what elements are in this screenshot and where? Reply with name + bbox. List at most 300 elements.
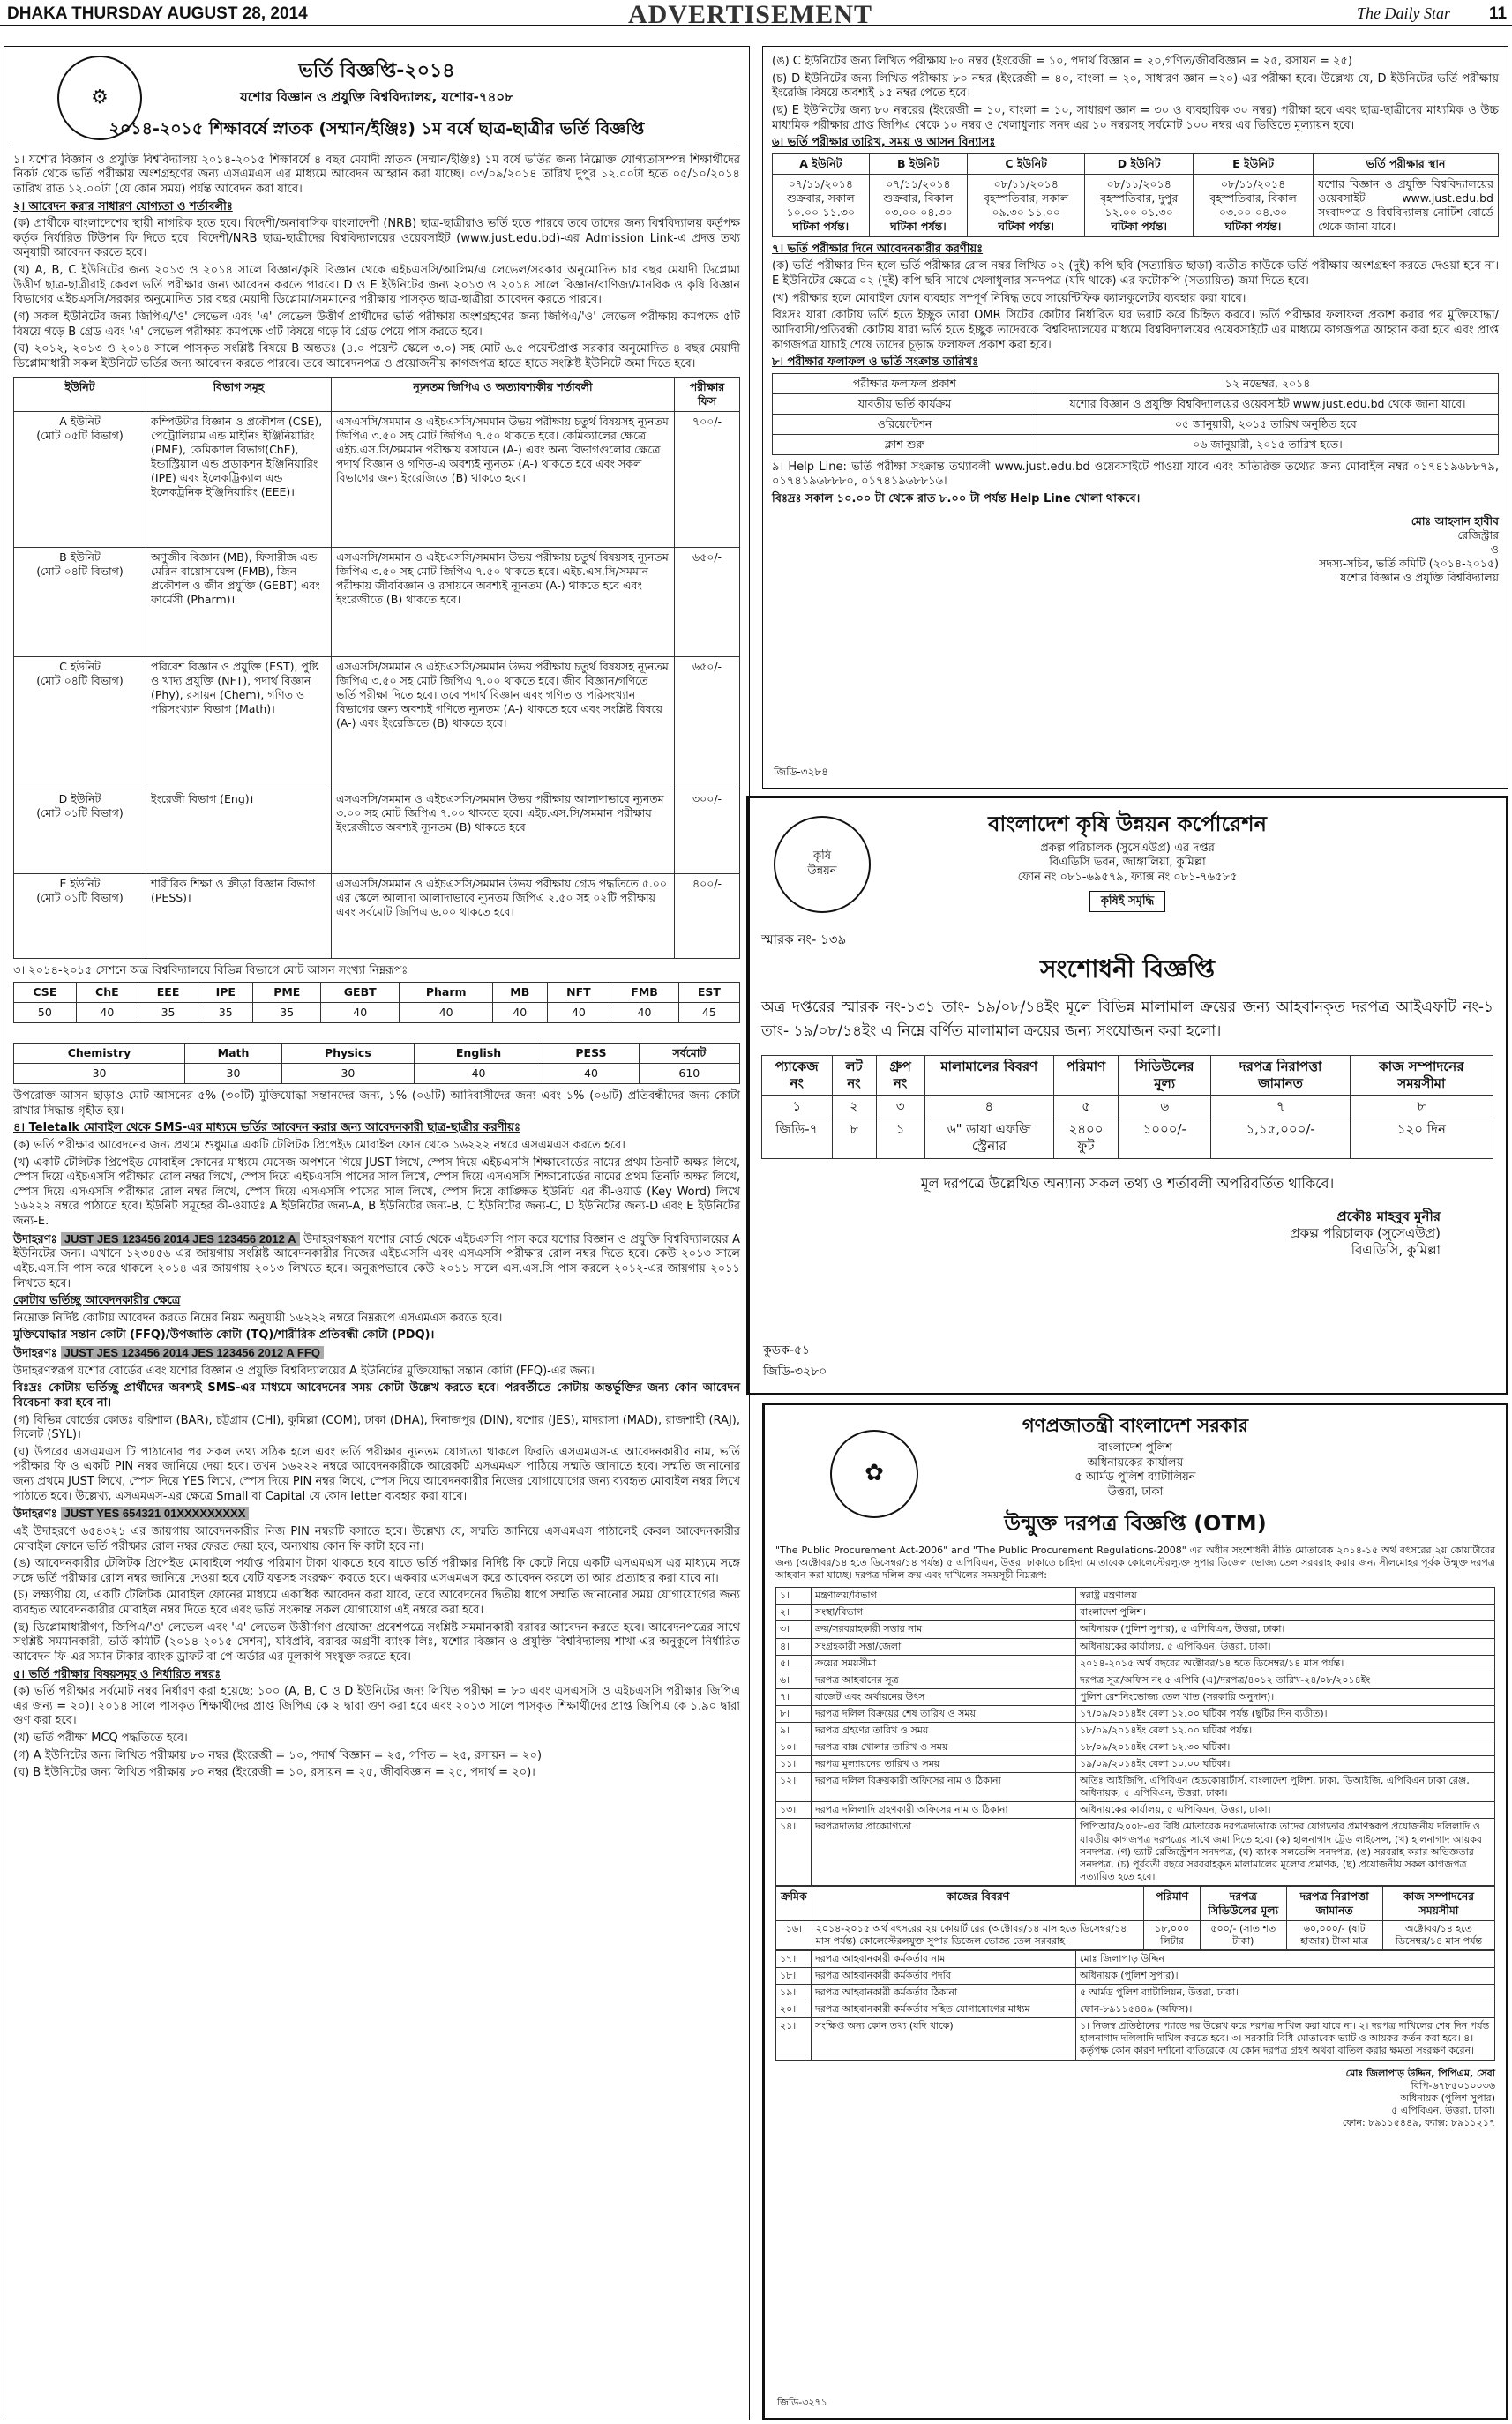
dept-col-header: বিভাগ সমূহ	[146, 378, 332, 412]
unit-depts: পরিবেশ বিজ্ঞান ও প্রযুক্তি (EST), পুষ্টি ও খাদ্য প্রযুক্তি (NFT), পদার্থ বিজ্ঞান (Phy), রসায়ন (Chem), গণিত ও পরিসংখ্যান বিভাগ (Math)।	[146, 657, 332, 789]
result-value: ০৬ জানুয়ারী, ২০১৫ তারিখ হতে।	[1037, 434, 1499, 454]
unit-row	[14, 412, 740, 548]
seat-count: 40	[321, 1003, 400, 1023]
signatory-org: বিএডিসি, কুমিল্লা	[1351, 1242, 1441, 1259]
quota-codes: মুক্তিযোদ্ধার সন্তান কোটা (FFQ)/উপজাতি কোটা (TQ)/শারীরিক প্রতিবন্ধী কোটা (PDQ)।	[13, 1328, 435, 1343]
lot-row	[776, 1920, 1495, 1949]
exam-date: ০৮/১১/২০১৪	[1106, 176, 1171, 191]
unit-dept-count: (মোট ০৫টি বিভাগ)	[36, 429, 124, 443]
para-5e: (ঙ) C ইউনিটের জন্য লিখিত পরীক্ষায় ৮০ নম্বর (ইংরেজী = ১০, পদার্থ বিজ্ঞান = ২০,গণিত/জীববিজ্ঞান = ২৫, রসায়ন = ২৫)	[772, 55, 1352, 68]
result-label: ওরিয়েন্টেশন	[773, 414, 1037, 434]
seat-dept: GEBT	[321, 983, 400, 1003]
corrigendum-body: অত্র দপ্তরের স্মারক নং-১৩১ তাং- ১৯/০৮/১৪ইং মূলে বিভিন্ন মালামাল ক্রয়ের জন্য আহবানকৃত দরপত্র আইএফটি নং-১ তাং- ১৯/০৮/১৪ইং এ নিম্নে বর্ণিত মালামাল ক্রয়ের জন্য সংযোজন করা হলো।	[761, 999, 1493, 1041]
seat-count: 40	[610, 1003, 678, 1023]
row-value: অধিনায়ক (পুলিশ সুপার)।	[1076, 1968, 1495, 1985]
unit-criteria: এসএসসি/সমমান ও এইচএসসি/সমমান উভয় পরীক্ষায় চতুর্থ বিষয়সহ ন্যূনতম জিপিএ ৩.৫০ সহ মোট জিপিএ ৭.৫০ থাকতে হবে। কেমিক্যালের ক্ষেত্রে এইচ.এস.সি/সমমান পরীক্ষায় রসায়নে (A-) এবং অন্য বিভাগগুলোর ক্ষেত্রে পদার্থ বিজ্ঞান ও গণিত-এ অবশ্যই ন্যূনতম (A-) থাকতে হবে এবং সকল বিভাগের জন্য ইংরেজিতে (B) থাকতে হবে।	[332, 412, 675, 548]
badc-phone: ফোন নং ০৮১-৬৯৫৭৯, ফ্যাক্স নং ০৮১-৭৬৫৮৫	[1017, 870, 1238, 884]
row-value: পুলিশ রেশনিংভোজ্য তেল খাত (সরকারি অনুদান)।	[1076, 1688, 1495, 1705]
signatory-contact: ফোন: ৮৯১১৫৪৪৯, ফ্যাক্স: ৮৯১১২১৭	[1342, 2116, 1495, 2128]
police-l1: বাংলাদেশ পুলিশ	[1098, 1440, 1172, 1455]
seat-count: 30	[14, 1064, 185, 1084]
quota-text: নিম্নোক্ত নির্দিষ্ট কোটায় আবেদন করতে নিম্নের নিয়ম অনুযায়ী ১৬২২২ নম্বরে নিম্নরূপে এসএমএস করতে হবে।	[13, 1311, 503, 1325]
para-4b: (খ) একটি টেলিটক প্রিপেইড মোবাইল ফোনের মাধ্যমে মেসেজ অপশনে গিয়ে JUST লিখে, স্পেস দিয়ে এইচএসসি শিক্ষাবোর্ডের নামের প্রথম তিনটি অক্ষর লিখে, স্পেস দিয়ে এইচএসসি পরীক্ষার রোল নম্বর লিখে, স্পেস দিয়ে এইচএসসি পাসের সাল লিখে, স্পেস দিয়ে এসএসসি শিক্ষাবোর্ডের নামের প্রথম তিনটি অক্ষর লিখে, স্পেস দিয়ে এসএসসি পরীক্ষার রোল নম্বর লিখে, স্পেস দিয়ে এসএসসি পাসের সাল লিখে, স্পেস দিয়ে কাঙ্ক্ষিত ইউনিট এর কী-ওয়ার্ড (Key Word) লিখে ১৬২২২ নম্বরে পাঠাতে হবে। ইউনিট সমূহের কী-ওয়ার্ডঃ A ইউনিটের জন্য-A, B ইউনিটের জন্য-B, C ইউনিটের জন্য-C, D ইউনিটের জন্য-D এবং E ইউনিটের জন্য-E.	[13, 1156, 740, 1229]
example-label: উদাহরণঃ	[13, 1232, 57, 1246]
row-label: দরপত্র আহবানকারী কর্মকর্তার পদবি	[812, 1968, 1076, 1985]
row-label: সংক্ষিপ্ত অন্য কোন তথ্য (যদি থাকে)	[812, 2018, 1076, 2060]
para-7-heading: ৭। ভর্তি পরীক্ষার দিনে আবেদনকারীর করণীয়ঃ	[772, 242, 984, 256]
seat-count: 40	[547, 1003, 610, 1023]
otm-info-row	[776, 1773, 1495, 1802]
unit-depts: অণুজীব বিজ্ঞান (MB), ফিসারীজ এন্ড মেরিন বায়োসায়েন্স (FMB), জিন প্রকৌশল ও জীব প্রযুক্তি (GEBT) এবং ফার্মেসী (Pharm)।	[146, 548, 332, 657]
result-row	[773, 373, 1499, 393]
row-value: ১৭/০৯/২০১৪ইং বেলা ১২.০০ ঘটিকা পর্যন্ত (ছুটির দিন ব্যতীত)।	[1076, 1705, 1495, 1722]
sms-example-2-note: উদাহরণস্বরূপ যশোর বোর্ডের এবং যশোর বিজ্ঞান ও প্রযুক্তি বিশ্ববিদ্যালয়ের A ইউনিটের মুক্তিযোদ্ধা সন্তান কোটা (FFQ)-এর জন্য।	[13, 1364, 595, 1378]
para-4g: (গ) বিভিন্ন বোর্ডের কোডঃ বরিশাল (BAR), চট্টগ্রাম (CHI), কুমিল্লা (COM), ঢাকা (DHA), দিনাজপুর (DIN), যশোর (JES), মাদরাসা (MAD), রাজশাহী (RAJ), সিলেট (SYL)।	[13, 1413, 740, 1442]
exam-until: ঘটিকা পর্যন্ত।	[1111, 219, 1167, 233]
badc-col-number: ৬	[1119, 1095, 1211, 1118]
row-number: ২১।	[776, 2018, 812, 2060]
otm-info-row	[776, 1802, 1495, 1819]
badc-signature	[761, 1208, 1493, 1260]
otm-info-row	[776, 1950, 1495, 1967]
row-label: দরপত্র বাক্স খোলার তারিখ ও সময়	[812, 1739, 1076, 1756]
badc-col-number: ৫	[1053, 1095, 1118, 1118]
para-5c: (গ) A ইউনিটের জন্য লিখিত পরীক্ষায় ৮০ নম্বর (ইংরেজী = ১০, পদার্থ বিজ্ঞান = ২৫, গণিত = ২৫, রসায়ন = ২০)	[13, 1748, 543, 1762]
signatory-title: প্রকল্প পরিচালক (সুসেএউপ্র)	[1290, 1225, 1441, 1242]
unit-row	[14, 874, 740, 959]
otm-info-row	[776, 1819, 1495, 1885]
help-line-note: বিঃদ্রঃ সকাল ১০.০০ টা থেকে রাত ৮.০০ টা পর্যন্ত Help Line খোলা থাকবে।	[772, 492, 1141, 505]
unit-dept-count: (মোট ০১টি বিভাগ)	[36, 806, 124, 820]
row-label: দরপত্র গ্রহণের তারিখ ও সময়	[812, 1722, 1076, 1739]
unit-name: D ইউনিট	[58, 792, 101, 806]
para-4a: (ক) ভর্তি পরীক্ষার আবেদনের জন্য প্রথমে শুধুমাত্র একটি টেলিটক প্রিপেইড মোবাইল ফোন থেকে ১৬২২২ নম্বরে এসএমএস করতে হবে।	[13, 1138, 625, 1152]
unit-name: C ইউনিট	[59, 660, 101, 674]
result-label: ক্লাশ শুরু	[773, 434, 1037, 454]
para-5-heading: ৫। ভর্তি পরীক্ষার বিষয়সমূহ ও নির্ধারিত নম্বরঃ	[13, 1667, 221, 1681]
lot-col-desc: কাজের বিবরণ	[812, 1886, 1144, 1920]
para-2-heading: ২। আবেদন করার সাধারণ যোগ্যতা ও শর্তাবলীঃ	[13, 199, 233, 213]
badc-col-schedule: সিডিউলের মূল্য	[1119, 1055, 1211, 1095]
lot-security: ৬০,০০০/- (ষাট হাজার) টাকা মাত্র	[1286, 1920, 1382, 1949]
otm-info-row	[776, 1605, 1495, 1621]
unit-row	[14, 548, 740, 657]
row-number: ৬।	[776, 1672, 812, 1688]
badc-logo: কৃষি উন্নয়ন	[774, 816, 871, 913]
row-label: বাজেট এবং অর্থায়নের উৎস	[812, 1688, 1076, 1705]
exam-time: ১০.০০-১১.৩০	[786, 205, 856, 219]
para-4k: (ছ) ডিপ্লোমাধারীগণ, জিপিএ/'ও' লেভেল এবং 'এ' লেভেল উত্তীর্ণগণ প্রযোজ্য প্রবেশপত্রে সংশ্লিষ্ট সমমানকারী বরাবর আবেদন করতে হবে। আবেদনপত্রের সাথে সংশ্লিষ্ট সমমানকারী, ভর্তি কমিটি (২০১৪-২০১৫ সেশন), যবিপ্রবি, বরাবর অগ্রণী ব্যাংক লিঃ, যশোর বিজ্ঞান ও প্রযুক্তি বিশ্ববিদ্যালয় শাখা-এর অনুকূলে নির্ধারিত আবেদন ফি-এর সমান টাকার ব্যাংক ড্রাফট বা পে-অর্ডার এর মূলকপি সংযুক্ত করতে হবে।	[13, 1620, 740, 1664]
seat-count: 40	[414, 1064, 543, 1084]
para-2b: (খ) A, B, C ইউনিটের জন্য ২০১৩ ও ২০১৪ সালে বিজ্ঞান/কৃষি বিজ্ঞান থেকে এইচএসসি/আলিম/এ লেভেল/সরকার অনুমোদিত চার বছর মেয়াদী ডিপ্লোমা উত্তীর্ণ ছাত্র-ছাত্রীরাই কেবল ভর্তি পরীক্ষার জন্য আবেদন করতে পারবে। D ও E ইউনিটের জন্য ২০১৩ ও ২০১৪ সালে বিজ্ঞান/বাণিজ্য/মানবিক ও কৃষি বিজ্ঞান বিভাগের এইচএসসি/সরকার অনুমোদিত চার বছর মেয়াদী ডিপ্লোমা/সমমানের পরীক্ষায় পাসকৃত ছাত্র-ছাত্রীরা আবেদন করতে পারবে।	[13, 264, 740, 307]
exam-time: ১২.০০-০১.৩০	[1104, 205, 1173, 219]
signatory-title: অধিনায়ক (পুলিশ সুপার)	[1400, 2091, 1495, 2104]
registrar-signature	[772, 514, 1499, 585]
govt-emblem: ✿	[830, 1430, 918, 1518]
badc-col-number: ৮	[1350, 1095, 1493, 1118]
row-value: পিপিআর/২০০৮-এর বিধি মোতাবেক দরপত্রদাতাকে তাদের যোগ্যতার প্রমাণস্বরূপ প্রয়োজনীয় দলিলাদি ও যাবতীয় কাগজপত্র দরপত্রের সাথে জমা দিতে হবে। (ক) হালনাগাদ ট্রেড লাইসেন্স, (খ) হালনাগাদ আয়কর সনদপত্র, (গ) ভ্যাট রেজিস্ট্রেশন সনদপত্র, (ঘ) ব্যাংক সলভেন্সি সনদপত্র, (ঙ) সরবরাহ করার অভিজ্ঞতার সনদপত্র, (চ) পূর্ববর্তী বছরে সরবরাহকৃত মালামালের মূল্যের প্রমাণক, (ছ) প্রয়োজনীয় সকল কাগজপত্র সত্যায়িত হতে হবে।	[1076, 1819, 1495, 1885]
lot-schedule: ৫০০/- (সাত শত টাকা)	[1201, 1920, 1286, 1949]
seat-dept: সর্বমোট	[639, 1044, 739, 1064]
seat-dept: EST	[678, 983, 739, 1003]
exam-date: ০৮/১১/২০১৪	[993, 176, 1059, 191]
row-number: ১১।	[776, 1756, 812, 1773]
badc-cell: ২৪০০ ফুট	[1053, 1118, 1118, 1158]
seat-count: 40	[493, 1003, 547, 1023]
para-6-heading: ৬। ভর্তি পরীক্ষার তারিখ, সময় ও আসন বিন্যাসঃ	[772, 136, 996, 150]
result-label: পরীক্ষার ফলাফল প্রকাশ	[773, 373, 1037, 393]
seat-dept: EEE	[138, 983, 198, 1003]
exam-day: বৃহস্পতিবার, সকাল	[984, 191, 1069, 205]
unit-criteria: এসএসসি/সমমান ও এইচএসসি/সমমান উভয় পরীক্ষায় চতুর্থ বিষয়সহ ন্যূনতম জিপিএ ৩.৫০ সহ মোট জিপিএ ৭.০০ থাকতে হবে। জীব বিজ্ঞান/গণিতে ভর্তি পরীক্ষা দিতে হবে। তবে পদার্থ বিজ্ঞান এবং গণিত ও পরিসংখ্যান বিভাগের জন্য অবশ্যই গণিতে ন্যূনতম (A-) থাকতে হবে এবং সংশ্লিষ্ট বিষয়ে (A-) এবং ইংরেজিতে (B) থাকতে হবে।	[332, 657, 675, 789]
exam-col-place: ভর্তি পরীক্ষার স্থান	[1314, 153, 1499, 174]
exam-schedule-row	[773, 174, 1499, 236]
signatory-conj: ও	[1490, 542, 1499, 556]
seat-dept: English	[414, 1044, 543, 1064]
seat-dept: Math	[185, 1044, 282, 1064]
signatory-org: যশোর বিজ্ঞান ও প্রযুক্তি বিশ্ববিদ্যালয়	[1340, 570, 1499, 584]
para-4j: (চ) লক্ষ্যণীয় যে, একটি টেলিটক মোবাইল ফোনের মাধ্যমে একাধিক আবেদন করা যাবে, তবে আবেদনের দ্বিতীয় ধাপে সম্মতি জানানোর সময় যোগাযোগের জন্য ব্যবহৃত আবেদনকারীর মোবাইল নম্বর দিতে হবে এবং ভর্তি সংক্রান্ত সকল যোগাযোগ এই নম্বরে করা হবে।	[13, 1589, 740, 1618]
row-label: দরপত্র দলিলাদি গ্রহণকারী অফিসের নাম ও ঠিকানা	[812, 1802, 1076, 1819]
seat-dept: Chemistry	[14, 1044, 185, 1064]
seat-count: 40	[543, 1064, 639, 1084]
exam-col-b: B ইউনিট	[869, 153, 967, 174]
unit-fee: ৬৫০/-	[675, 548, 740, 657]
signatory-name: মোঃ আহসান হাবীব	[1411, 513, 1499, 527]
para-5d: (ঘ) B ইউনিটের জন্য লিখিত পরীক্ষায় ৮০ নম্বর (ইংরেজী = ১০, রসায়ন = ২৫, জীববিজ্ঞান = ২৫, পদার্থ = ২০)।	[13, 1766, 535, 1780]
badc-corrigendum-ad	[746, 796, 1508, 1395]
signatory-name: মোঃ জিলাপাড় উদ্দিন, পিপিএম, সেবা	[1345, 2067, 1495, 2079]
para-5g: (ছ) E ইউনিটের জন্য ৮০ নম্বরের (ইংরেজী = ১০, বাংলা = ১০, সাধারণ জ্ঞান = ৩০ ও ব্যবহারিক ৩০ নম্বর) পরীক্ষা হবে এবং ছাত্র-ছাত্রীদের মাধ্যমিক ও উচ্চ মাধ্যমিক পরীক্ষার প্রাপ্ত জিপিএ থেকে ১০ নম্বর ও খেলাধুলার সনদ এর ১০ নম্বরসহ সর্বমোট ১০০ নম্বর এর ভিত্তিতে মূল্যায়ন হবে।	[772, 103, 1499, 132]
row-value: ১৯/০৯/২০১৪ইং বেলা ১০.০০ ঘটিকা।	[1076, 1756, 1495, 1773]
signatory-org: ৫ এপিবিএন, উত্তরা, ঢাকা।	[1391, 2104, 1495, 2116]
row-label: ক্রয়/সরবরাহকারী সত্তার নাম	[812, 1621, 1076, 1638]
row-value: ১। নিজস্ব প্রতিষ্ঠানের প্যাডে দর উল্লেখ করে দরপত্র দাখিল করা যাবে না। ২। দরপত্র দাখিলের শেষ দিন পর্যন্ত হালনাগাদ দলিলাদি দাখিল করতে হবে। ৩। সরকারি বিধি মোতাবেক ভ্যাট ও আয়কর কর্তন করা হবে। ৪। কর্তৃপক্ষ কোন কারণ দর্শানো ব্যতিরেকে যে কোন দরপত্র গ্রহণ অথবা বাতিল করার ক্ষমতা সংরক্ষণ করেন।	[1076, 2018, 1495, 2060]
seat-count: 40	[400, 1003, 493, 1023]
row-value: ১৮/০৯/২০১৪ইং বেলা ১২.৩০ ঘটিকা।	[1076, 1739, 1495, 1756]
unit-fee: ৩০০/-	[675, 789, 740, 874]
exam-day: বৃহস্পতিবার, বিকাল	[1209, 191, 1297, 205]
signatory-role: সদস্য-সচিব, ভর্তি কমিটি (২০১৪-২০১৫)	[1319, 556, 1499, 570]
otm-intro: "The Public Procurement Act-2006" and "The Public Procurement Regulations-2008" এর অধীন সংশোধনী নীতি মোতাবেক ২০১৪-১৫ অর্থ বৎসরের ২য় কোয়ার্টারের জন্য (অক্টোবর/১৪ হতে ডিসেম্বর/১৪ পর্যন্ত) ৫ এপিবিএন, উত্তরা ঢাকাতে চাহিদা মোতাবেক কোলেস্টেরল্যুক্ত সুপার ডিজেল ভোজ্য তেল সরবরাহ করার জন্য সীলমোহর পূর্বক উন্মুক্ত দরপত্র আহবান করা যাচ্ছে। দরপত্র দলিল ক্রয় এবং দাখিলের সময়সূচী নিম্নরূপ:	[775, 1545, 1495, 1582]
badc-col-package: প্যাকেজ নং	[762, 1055, 833, 1095]
unit-name: E ইউনিট	[59, 877, 101, 891]
exam-col-d: D ইউনিট	[1085, 153, 1194, 174]
lot-desc: ২০১৪-২০১৫ অর্থ বৎসরের ২য় কোয়ার্টারের (অক্টোবর/১৪ মাস হতে ডিসেম্বর/১৪ মাস পর্যন্ত) কোলেস্টেরলযুক্ত সুপার ডিজেল ভোজ্য তেল সরবরাহ।	[812, 1920, 1144, 1949]
seat-table-1	[13, 982, 740, 1023]
sms-example-3-note: এই উদাহরণে ৬৫৪৩২১ এর জায়গায় আবেদনকারীর নিজ PIN নম্বরটি বসাতে হবে। উল্লেখ্য যে, সম্মতি জানিয়ে এসএমএস পাঠালেই কেবল আবেদনকারীর মোবাইল ফোনে ভর্তি পরীক্ষার রোল নম্বর ফেরত দেয়া হবে, অন্যথায় কোন ফি কাটা হবে না।	[13, 1524, 740, 1553]
row-number: ৫।	[776, 1655, 812, 1672]
sms-example-1: JUST JES 123456 2014 JES 123456 2012 A	[61, 1232, 300, 1246]
unit-depts: ইংরেজী বিভাগ (Eng)।	[146, 789, 332, 874]
seat-count: 35	[198, 1003, 253, 1023]
police-l4: উত্তরা, ঢাকা	[1107, 1485, 1164, 1499]
otm-lot-table	[775, 1886, 1495, 1950]
badc-col-number: ৭	[1211, 1095, 1350, 1118]
unit-name: B ইউনিট	[59, 550, 101, 565]
notice-headline: ২০১৪-২০১৫ শিক্ষাবর্ষে স্নাতক (সম্মান/ইঞ্জিঃ) ১ম বর্ষে ছাত্র-ছাত্রীর ভর্তি বিজ্ঞপ্তি	[13, 118, 740, 146]
sms-example-3: JUST YES 654321 01XXXXXXXXX	[61, 1507, 250, 1520]
row-value: ২০১৪-২০১৫ অর্থ বছরের অক্টোবর/১৪ হতে ডিসেম্বর/১৪ মাস পর্যন্ত।	[1076, 1655, 1495, 1672]
seat-count: 50	[14, 1003, 77, 1023]
unit-row	[14, 789, 740, 874]
row-value: অতিঃ আইজিপি, এপিবিএন হেডকোয়ার্টার্স, বাংলাদেশ পুলিশ, ঢাকা, ডিআইজি, এপিবিএন ঢাকা রেঞ্জ, অধিনায়ক, ৫ এপিবিএন, উত্তরা, ঢাকা।	[1076, 1773, 1495, 1802]
badc-cell: ১০০০/-	[1119, 1118, 1211, 1158]
seat-dept: ChE	[76, 983, 138, 1003]
otm-info-row	[776, 1722, 1495, 1739]
otm-info-row	[776, 2018, 1495, 2060]
unit-dept-count: (মোট ০৪টি বিভাগ)	[36, 674, 124, 688]
notice-title: ভর্তি বিজ্ঞপ্তি-২০১৪	[298, 60, 455, 82]
exam-until: ঘটিকা পর্যন্ত।	[1224, 219, 1282, 233]
para-1: ১। যশোর বিজ্ঞান ও প্রযুক্তি বিশ্ববিদ্যালয় ২০১৪-২০১৫ শিক্ষাবর্ষে ৪ বছর মেয়াদী স্নাতক (সম্মান/ইঞ্জিঃ) ১ম বর্ষে ভর্তির জন্য নিম্নোক্ত যোগ্যতাসম্পন্ন শিক্ষার্থীদের নিকট থেকে ভর্তি পরীক্ষায় অংশগ্রহণের জন্য এসএমএস এর মাধ্যমে আবেদন আহ্বান করা যাচ্ছে। ০৩/০৯/২০১৪ তারিখ দুপুর ১২.০০টা হতে ০৫/১০/২০১৪ তারিখ রাত ১২.০০টা (যে কোন সময়) পর্যন্ত আবেদন করা যাবে।	[13, 153, 740, 196]
otm-info-row	[776, 1655, 1495, 1672]
seat-count: 610	[639, 1064, 739, 1084]
row-number: ১৭।	[776, 1950, 812, 1967]
criteria-col-header: ন্যূনতম জিপিএ ও অত্যাবশ্যকীয় শর্তাবলী	[332, 378, 675, 412]
badc-table	[761, 1055, 1493, 1159]
row-value: মোঃ জিলাপাড় উদ্দিন	[1076, 1950, 1495, 1967]
badc-motto: কৃষিই সমৃদ্ধি	[1089, 891, 1165, 913]
otm-info-row	[776, 1756, 1495, 1773]
page-number: 11	[1489, 4, 1508, 23]
otm-info-row	[776, 1968, 1495, 1985]
signatory-name: প্রকৌঃ মাহবুব মুনীর	[1336, 1208, 1441, 1225]
exam-time: ০৩.০০-০৪.৩০	[1218, 205, 1288, 219]
row-value: বাংলাদেশ পুলিশ।	[1076, 1605, 1495, 1621]
exam-day: শুক্রবার, বিকাল	[883, 191, 954, 205]
lot-col-schedule: দরপত্র সিডিউলের মূল্য	[1201, 1886, 1286, 1920]
result-value: যশোর বিজ্ঞান ও প্রযুক্তি বিশ্ববিদ্যালয়ের ওয়েবসাইট www.just.edu.bd থেকে জানা যাবে।	[1037, 393, 1499, 414]
para-7a: (ক) ভর্তি পরীক্ষার দিন হলে ভর্তি পরীক্ষার রোল নম্বর লিখিত ০২ (দুই) কপি ছবি (সত্যায়িত ছাড়া) ব্যতীত কাউকে ভর্তি পরীক্ষায় অংশগ্রহণ করতে দেওয়া হবে না। E ইউনিটের ক্ষেত্রে ০২ (দুই) কপি ছবি সাথে খেলাধুলার সনদপত্র (যদি থাকে) এর ফটোকপি (সত্যায়িত) জমা দিতে হবে।	[772, 259, 1499, 288]
otm-info-row	[776, 1705, 1495, 1722]
unit-depts: কম্পিউটার বিজ্ঞান ও প্রকৌশল (CSE), পেট্রোলিয়াম এন্ড মাইনিং ইঞ্জিনিয়ারিং (PME), কেমিক্যাল বিভাগ(ChE), ইন্ডাস্ট্রিয়াল এন্ড প্রডাকশন ইঞ্জিনিয়ারিং (IPE) এবং ইলেকট্রিক্যাল এন্ড ইলেকট্রনিক ইঞ্জিনিয়ারিং (EEE)।	[146, 412, 332, 548]
seat-count: 30	[185, 1064, 282, 1084]
lot-col-serial: ক্রমিক	[776, 1886, 812, 1920]
row-number: ২।	[776, 1605, 812, 1621]
row-value: অধিনায়কের কার্যালয়, ৫ এপিবিএন, উত্তরা, ঢাকা।	[1076, 1802, 1495, 1819]
lot-qty: ১৮,০০০ লিটার	[1144, 1920, 1201, 1949]
row-number: ১৪।	[776, 1819, 812, 1885]
signatory-id: বিপি-৬৭৮৫০১০০৩৬	[1411, 2079, 1495, 2091]
row-label: সংস্থা/বিভাগ	[812, 1605, 1076, 1621]
exam-until: ঘটিকা পর্যন্ত।	[792, 219, 850, 233]
seat-dept: Pharm	[400, 983, 493, 1003]
row-value: স্বরাষ্ট্র মন্ত্রণালয়	[1076, 1588, 1495, 1605]
row-value: অধিনায়ক (পুলিশ সুপার), ৫ এপিবিএন, উত্তরা, ঢাকা।	[1076, 1621, 1495, 1638]
seat-table-2	[13, 1043, 740, 1084]
otm-info-row	[776, 1672, 1495, 1688]
exam-time: ০৩.০০-০৪.৩০	[884, 205, 953, 219]
row-number: ১৮।	[776, 1968, 812, 1985]
unit-col-header: ইউনিট	[14, 378, 146, 412]
help-line: ৯। Help Line: ভর্তি পরীক্ষা সংক্রান্ত তথ্যাবলী www.just.edu.bd ওয়েবসাইটে পাওয়া যাবে এবং অতিরিক্ত তথ্যের জন্য মোবাইল নম্বর ০১৭৪১৯৬৮৮৭৯, ০১৭৪১৯৬৮৮৮০, ০১৭৪১৯৬৮৮১৬।	[772, 460, 1499, 489]
badc-cell: ১	[876, 1118, 924, 1158]
badc-col-number: ১	[762, 1095, 833, 1118]
row-label: দরপত্র আহবানের সূত্র	[812, 1672, 1076, 1688]
badc-title: বাংলাদেশ কৃষি উন্নয়ন কর্পোরেশন	[988, 812, 1267, 836]
result-row	[773, 414, 1499, 434]
badc-col-number: ৩	[876, 1095, 924, 1118]
signatory-title: রেজিস্ট্রার	[1457, 527, 1499, 542]
row-label: দরপত্র আহবানকারী কর্মকর্তার নাম	[812, 1950, 1076, 1967]
exam-time: ০৯.৩০-১১.০০	[992, 205, 1060, 219]
row-label: মন্ত্রণালয়/বিভাগ	[812, 1588, 1076, 1605]
unit-criteria: এসএসসি/সমমান ও এইচএসসি/সমমান উভয় পরীক্ষায় চতুর্থ বিষয়সহ ন্যূনতম জিপিএ ৩.৫০ সহ মোট জিপিএ ৭.৫০ থাকতে হবে। এইচ.এস.সি/সমমান পরীক্ষায় জীববিজ্ঞান ও রসায়নে অবশ্যই ন্যূনতম (A-) থাকতে হবে এবং ইংরেজীতে (B) থাকতে হবে।	[332, 548, 675, 657]
otm-info-row	[776, 1985, 1495, 2001]
badc-cell: ১,১৫,০০০/-	[1211, 1118, 1350, 1158]
police-l2: অধিনায়কের কার্যালয়	[1087, 1455, 1184, 1470]
seat-count: 35	[253, 1003, 321, 1023]
row-label: দরপত্র আহবানকারী কর্মকর্তার ঠিকানা	[812, 1985, 1076, 2001]
exam-day: বৃহস্পতিবার, দুপুর	[1100, 191, 1179, 205]
university-name: যশোর বিজ্ঞান ও প্রযুক্তি বিশ্ববিদ্যালয়, যশোর-৭৪০৮	[240, 89, 513, 106]
row-label: দরপত্র দলিল বিক্রয়ের শেষ তারিখ ও সময়	[812, 1705, 1076, 1722]
para-5b: (খ) ভর্তি পরীক্ষা MCQ পদ্ধতিতে হবে।	[13, 1732, 188, 1746]
unit-criteria: এসএসসি/সমমান ও এইচএসসি/সমমান উভয় পরীক্ষায় আলাদাভাবে ন্যূনতম ৩.০০ সহ মোট জিপিএ ৭.০০ থাকতে হবে। এইচ.এস.সি/সমমান পরীক্ষায় ইংরেজীতে অবশ্যই ন্যূনতম (B) থাকতে হবে।	[332, 789, 675, 874]
exam-until: ঘটিকা পর্যন্ত।	[890, 219, 947, 233]
row-number: ১৩।	[776, 1802, 812, 1819]
badc-col-number: ২	[832, 1095, 876, 1118]
para-2a: (ক) প্রার্থীকে বাংলাদেশের স্থায়ী নাগরিক হতে হবে। বিদেশী/অনাবাসিক বাংলাদেশী (NRB) ছাত্র-ছাত্রীরাও ভর্তি হতে পারবে তবে তাদের জন্য বিশ্ববিদ্যালয় কর্তৃপক্ষ কর্তৃক নির্ধারিত টিউশন ফি দিতে হবে। বিদেশী/NRB ছাত্র-ছাত্রীদের বিশ্ববিদ্যালয়ের ওয়েবসাইট (www.just.edu.bd)-এর Admission Link-এ প্রদত্ত তথ্য অনুযায়ী আবেদন করতে হবে।	[13, 217, 740, 260]
police-ad-code: জিডি-৩২৭১	[777, 2396, 827, 2408]
exam-day: শুক্রবার, সকাল	[787, 191, 855, 205]
seat-dept: MB	[493, 983, 547, 1003]
row-label: দরপত্রদাতার প্রাক্যোগ্যতা	[812, 1819, 1076, 1885]
lot-serial: ১৬।	[776, 1920, 812, 1949]
unit-name: A ইউনিট	[59, 415, 101, 429]
seat-dept: CSE	[14, 983, 77, 1003]
quota-heading: কোটায় ভর্তিচ্ছু আবেদনকারীর ক্ষেত্রে	[13, 1294, 181, 1308]
otm-info-row	[776, 1621, 1495, 1638]
seat-count: 35	[138, 1003, 198, 1023]
police-l3: ৫ আর্মড পুলিশ ব্যাটালিয়ন	[1074, 1470, 1196, 1485]
row-label: সংগ্রহকারী সত্তা/জেলা	[812, 1638, 1076, 1655]
exam-schedule-table	[772, 153, 1499, 237]
para-7-note: বিঃদ্রঃ যারা কোটায় ভর্তি হতে ইচ্ছুক তারা OMR সিটের কোটার নির্ধারিত ঘর ভরাট করে চিহ্নিত করবে। ভর্তি পরীক্ষার ফলাফল প্রকাশ করার পর মুক্তিযোদ্ধা/আদিবাসী/প্রতিবন্ধী কোটায় যারা ভর্তি হতে ইচ্ছুক তাদেরকে বিশ্ববিদ্যালয়ের মাধ্যমে বিশ্ববিদ্যালয়ের ওয়েবসাইটে এর মাধ্যমে কাগজপত্র আহ্বান করা হবে এবং প্রাপ্ত কাগজপত্র যাচাই শেষে তাদের চূড়ান্ত ফলাফল প্রকাশ করা হবে।	[772, 309, 1499, 352]
ad-code: জিডি-৩২৮৪	[774, 765, 828, 778]
otm-title: উন্মুক্ত দরপত্র বিজ্ঞপ্তি (OTM)	[1004, 1511, 1267, 1537]
result-value: ০৫ জানুয়ারী, ২০১৫ তারিখ অনুষ্ঠিত হবে।	[1037, 414, 1499, 434]
dateline: DHAKA THURSDAY AUGUST 28, 2014	[7, 4, 308, 23]
result-row	[773, 434, 1499, 454]
lot-col-time: কাজ সম্পাদনের সময়সীমা	[1382, 1886, 1494, 1920]
row-value: দরপত্র সূত্র/অফিস নং ৫ এপিবি (এ)/দরপত্র/৪০১২ তারিখ-২৪/০৮/২০১৪ইং	[1076, 1672, 1495, 1688]
otm-info-row	[776, 1688, 1495, 1705]
badc-cell: ১২০ দিন	[1350, 1118, 1493, 1158]
exam-col-a: A ইউনিট	[773, 153, 870, 174]
otm-info-row	[776, 1739, 1495, 1756]
fee-col-header: পরীক্ষার ফিস	[675, 378, 740, 412]
exam-until: ঘটিকা পর্যন্ত।	[998, 219, 1054, 233]
unit-fee: ৬৫০/-	[675, 657, 740, 789]
sms-example-2: JUST JES 123456 2014 JES 123456 2012 A FFQ	[61, 1346, 324, 1359]
row-number: ১২।	[776, 1773, 812, 1802]
exam-col-e: E ইউনিট	[1194, 153, 1314, 174]
police-otm-ad	[762, 1403, 1508, 2420]
para-5f: (চ) D ইউনিটের জন্য লিখিত পরীক্ষায় ৮০ নম্বর (ইংরেজী = ৪০, বাংলা = ২০, সাধারণ জ্ঞান =২০)-এর পরীক্ষা হবে। উল্লেখ্য যে, D ইউনিটের ভর্তি পরীক্ষায় ইংরেজি বিষয়ে অবশ্যই ১৫ নম্বর পেতে হবে।	[772, 71, 1499, 101]
seat-dept: Physics	[281, 1044, 414, 1064]
paper-name: The Daily Star	[1357, 4, 1450, 22]
para-4h: (ঘ) উপরের এসএমএস টি পাঠানোর পর সকল তথ্য সঠিক হলে এবং ভর্তি পরীক্ষার ন্যূনতম যোগ্যতা থাকলে ফিরতি এসএমএস-এ আবেদনকারীর নাম, ভর্তি পরীক্ষার ফি ও একটি PIN নম্বর জানিয়ে দেয়া হবে। তখন ১৬২২২ নম্বরে আবেদনকারীকে আরেকটি এসএমএস পাঠিয়ে সম্মতি জানাতে হবে। সম্মতি জানানোর জন্য প্রথমে JUST লিখে, স্পেস দিয়ে YES লিখে, স্পেস দিয়ে PIN নম্বর লিখে, স্পেস দিয়ে আবেদনকারীর নিজের যোগাযোগের জন্য ব্যবহৃত মোবাইল নম্বর লিখে পাঠাতে হবে। উল্লেখ্য, এসএমএস-এর ক্ষেত্রে Small বা Capital যে কোন letter ব্যবহার করা যাবে।	[13, 1445, 740, 1503]
seat-dept: IPE	[198, 983, 253, 1003]
para-2c: (গ) সকল ইউনিটের জন্য জিপিএ/'ও' লেভেল এবং 'এ' লেভেল উত্তীর্ণ প্রার্থীদের ভর্তি পরীক্ষায় অংশগ্রহণের জন্য জিপিএ/'ও' লেভেল পরীক্ষায় কমপক্ষে ৫টি বিষয়ে গড়ে B গ্রেড এবং 'এ' লেভেল পরীক্ষায় কমপক্ষে ৩টি বিষয়ে গড়ে বি গ্রেড পেয়ে পাস করতে হবে।	[13, 310, 740, 339]
para-5a: (ক) ভর্তি পরীক্ষার সর্বমোট নম্বর নির্ধারণ করা হয়েছে: ১০০ (A, B, C ও D ইউনিটের জন্য লিখিত পরীক্ষা = ৮০ এবং এসএসসি ও এইচএসসি পরীক্ষার জিপিএ এর জন্য = ২০)। ২০১৪ সালে পাসকৃত শিক্ষার্থীদের প্রাপ্ত জিপিএ কে ২ দ্বারা গুণ করা হবে এবং ২০১৩ সালে পাসকৃত শিক্ষার্থীদের প্রাপ্ত জিপিএ কে ১.৯০ দ্বারা গুণ করা হবে।	[13, 1685, 740, 1728]
badc-code-1: কুডক-৫১	[763, 1343, 811, 1358]
unit-table	[13, 377, 740, 959]
unit-fee: ৪০০/-	[675, 874, 740, 959]
badc-cell: ৮	[832, 1118, 876, 1158]
row-number: ২০।	[776, 2001, 812, 2018]
badc-code-2: জিডি-৩২৮০	[763, 1365, 827, 1380]
row-value: ১৮/০৯/২০১৪ইং বেলা ১২.০০ ঘটিকা পর্যন্ত।	[1076, 1722, 1495, 1739]
otm-contact-table	[775, 1950, 1495, 2061]
badc-office: প্রকল্প পরিচালক (সুসেএউপ্র) এর দপ্তর	[1040, 841, 1215, 855]
badc-col-desc: মালামালের বিবরণ	[924, 1055, 1053, 1095]
exam-place: যশোর বিজ্ঞান ও প্রযুক্তি বিশ্ববিদ্যালয়ের ওয়েবসাইট www.just.edu.bd সংবাদপত্র ও বিশ্ববিদ্যালয় নোটিশ বোর্ডে থেকে জানা যাবে।	[1314, 174, 1499, 236]
exam-date: ০৭/১১/২০১৪	[886, 176, 951, 191]
badc-col-security: দরপত্র নিরাপত্তা জামানত	[1211, 1055, 1350, 1095]
just-admission-ad-right	[762, 46, 1508, 789]
badc-col-number: ৪	[924, 1095, 1053, 1118]
quota-note: উপরোক্ত আসন ছাড়াও মোট আসনের ৫% (৩০টি) মুক্তিযোদ্ধা সন্তানদের জন্য, ১% (০৬টি) আদিবাসীদের জন্য এবং ১% (০৬টি) প্রতিবন্ধীদের জন্য কোটা রাখার সিদ্ধান্ত গৃহীত হয়।	[13, 1089, 740, 1118]
otm-info-row	[776, 2001, 1495, 2018]
result-row	[773, 393, 1499, 414]
badc-col-qty: পরিমাণ	[1053, 1055, 1118, 1095]
police-signature	[775, 2068, 1495, 2129]
row-value: ৫ আর্মড পুলিশ ব্যাটালিয়ন, উত্তরা, ঢাকা।	[1076, 1985, 1495, 2001]
exam-date: ০৭/১১/২০১৪	[788, 176, 854, 191]
lot-time: অক্টোবর/১৪ হতে ডিসেম্বর/১৪ মাস পর্যন্ত	[1382, 1920, 1494, 1949]
row-number: ১৯।	[776, 1985, 812, 2001]
sms-example-1-note: উদাহরণস্বরূপ যশোর বোর্ড থেকে এইচএসসি পাস করে যশোর বিজ্ঞান ও প্রযুক্তি বিশ্ববিদ্যালয়ের A ইউনিটের জন্য। এখানে ১২৩৪৫৬ এর জায়গায় সংশ্লিষ্ট আবেদনকারীর নিজের এইচএসসি এবং এসএসসি পরীক্ষার রোল নম্বর দিতে হবে। কেউ ২০১৩ সালে এইচ.এস.সি পাস করে থাকলে ২০১৪ এর জায়গায় ২০১৩ লিখতে হবে। অনুরূপভাবে কেউ ২০১১ সালে এস.এস.সি পাস করলে ২০১২-এর জায়গায় ২০১১ লিখতে হবে।	[13, 1232, 740, 1291]
unit-depts: শারীরিক শিক্ষা ও ক্রীড়া বিজ্ঞান বিভাগ (PESS)।	[146, 874, 332, 959]
badc-cell: জিডি-৭	[762, 1118, 833, 1158]
row-label: দরপত্র আহবানকারী কর্মকর্তার সহিত যোগাযোগের মাধ্যম	[812, 2001, 1076, 2018]
row-number: ৭।	[776, 1688, 812, 1705]
newspaper-header	[0, 0, 1512, 29]
otm-info-table	[775, 1587, 1495, 1885]
otm-info-row	[776, 1638, 1495, 1655]
seat-dept: PESS	[543, 1044, 639, 1064]
badc-item-row	[762, 1118, 1493, 1158]
row-number: ৯।	[776, 1722, 812, 1739]
badc-memo: স্মারক নং- ১৩৯	[761, 931, 847, 948]
police-govt-title: গণপ্রজাতন্ত্রী বাংলাদেশ সরকার	[1022, 1415, 1249, 1436]
badc-col-group: গ্রুপ নং	[876, 1055, 924, 1095]
para-4i: (ঙ) আবেদনকারীর টেলিটক প্রিপেইড মোবাইলে পর্যাপ্ত পরিমাণ টাকা থাকতে হবে যাতে ভর্তি পরীক্ষার নির্দিষ্ট ফি কেটে নিয়ে একটি এসএমএস এর মাধ্যমে সঙ্গে সঙ্গে ভর্তি পরীক্ষার রোল নম্বর জানিয়ে দেওয়া হবে যেটি যত্নসহ সংরক্ষণ করতে হবে। একবার এসএমএস করে আবেদন করলে তা আর প্রত্যাহার করা যাবে না।	[13, 1557, 740, 1585]
result-label: যাবতীয় ভর্তি কার্যক্রম	[773, 393, 1037, 414]
row-number: ১।	[776, 1588, 812, 1605]
just-admission-ad-left	[4, 46, 750, 2420]
unit-row	[14, 657, 740, 789]
row-value: অধিনায়কের কার্যালয়, ৫ এপিবিএন, উত্তরা, ঢাকা।	[1076, 1638, 1495, 1655]
badc-cell: ৬" ডায়া এফজি স্ট্রেনার	[924, 1118, 1053, 1158]
para-4-heading: ৪। Teletalk মোবাইল থেকে SMS-এর মাধ্যমে ভর্তির আবেদন করার জন্য আবেদনকারী ছাত্র-ছাত্রীর করণীয়ঃ	[13, 1121, 520, 1135]
section-title: ADVERTISEMENT	[628, 0, 872, 29]
unit-dept-count: (মোট ০১টি বিভাগ)	[36, 891, 124, 905]
quota-warning: বিঃদ্রঃ কোটায় ভর্তিচ্ছু প্রার্থীদের অবশ্যই SMS-এর মাধ্যমে আবেদনের সময় কোটা উল্লেখ করতে হবে। পরবর্তীতে কোটায় অন্তর্ভুক্তির জন্য কোন আবেদন বিবেচনা করা হবে না।	[13, 1381, 740, 1410]
row-number: ৮।	[776, 1705, 812, 1722]
para-2d: (ঘ) ২০১২, ২০১৩ ও ২০১৪ সালে পাসকৃত সংশ্লিষ্ট বিষয়ে B অন্ততঃ (৪.০ পয়েন্ট স্কেলে ৩.০) সহ মোট ৬.৫ পয়েন্টপ্রাপ্ত সরকার অনুমোদিত ৪ বছর মেয়াদী ডিপ্লোমাধারী সকল ইউনিটে ভর্তির জন্য আবেদন করতে পারবে। তবে আবেদনপত্র ও প্রয়োজনীয় কাগজপত্র হাতে হাতে সংশ্লিষ্ট ইউনিটে জমা দিতে হবে।	[13, 342, 740, 370]
badc-footer: মূল দরপত্রে উল্লেখিত অন্যান্য সকল তথ্য ও শর্তাবলী অপরিবর্তিত থাকিবে।	[920, 1174, 1335, 1192]
exam-date: ০৮/১১/২০১৪	[1220, 176, 1286, 191]
seat-dept: FMB	[610, 983, 678, 1003]
row-label: ক্রয়ের সময়সীমা	[812, 1655, 1076, 1672]
exam-col-c: C ইউনিট	[968, 153, 1085, 174]
example-label: উদাহরণঃ	[13, 1508, 57, 1522]
lot-col-security: দরপত্র নিরাপত্তা জামানত	[1286, 1886, 1382, 1920]
